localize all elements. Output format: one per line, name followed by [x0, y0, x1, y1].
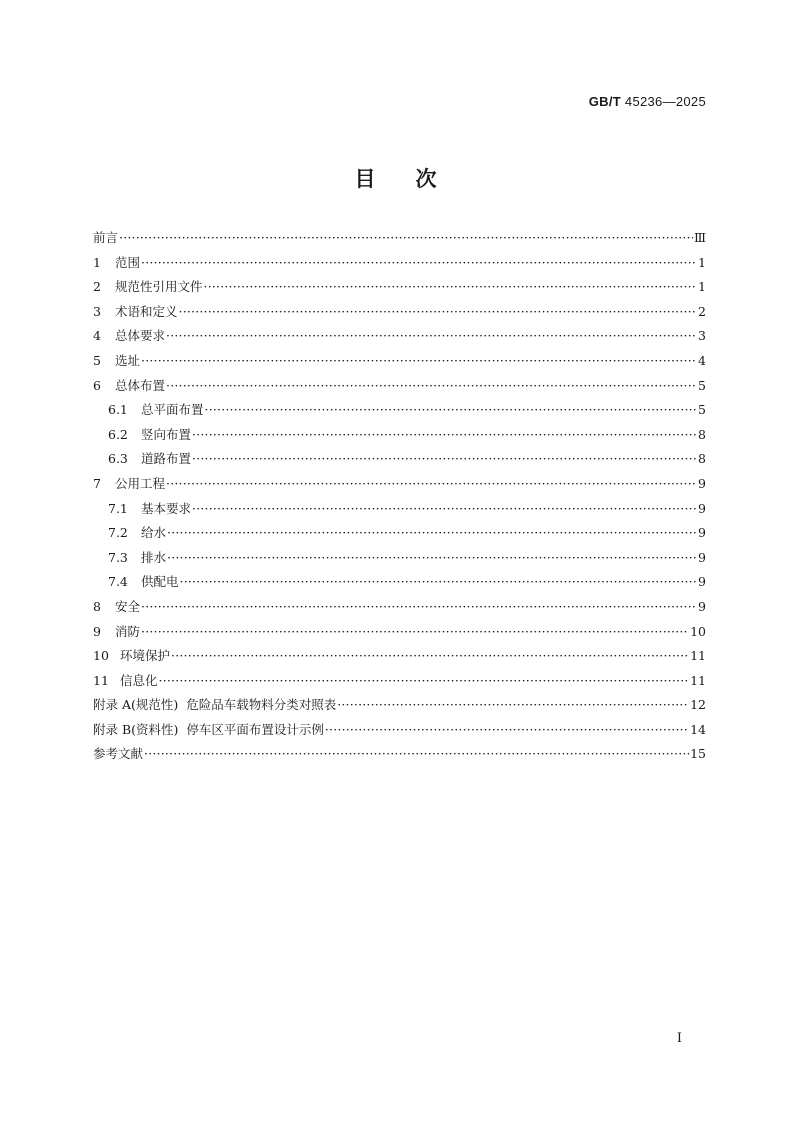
- toc-entry-title: 总平面布置: [141, 402, 204, 418]
- toc-entry[interactable]: [93, 742, 706, 767]
- toc-entry-number: 6: [93, 377, 101, 393]
- toc-entry-title: 安全: [115, 598, 141, 614]
- toc-entry[interactable]: [93, 324, 706, 349]
- toc-entry-number: 7.3: [108, 549, 128, 565]
- toc-entry-number: 4: [93, 328, 101, 344]
- toc-entry-number: 1: [93, 254, 101, 270]
- toc-entry-title: 附录 B(资料性) 停车区平面布置设计示例: [93, 721, 324, 737]
- toc-leader-dots: [192, 497, 697, 522]
- toc-leader-dots: [166, 472, 697, 497]
- toc-entry[interactable]: [93, 398, 706, 423]
- toc-entry-page: 9: [698, 500, 706, 516]
- toc-entry-title: 信息化: [120, 672, 158, 688]
- toc-entry-title: 规范性引用文件: [115, 279, 203, 295]
- toc-entry[interactable]: [93, 349, 706, 374]
- toc-entry[interactable]: [93, 447, 706, 472]
- toc-entry-page: 9: [698, 525, 706, 541]
- toc-leader-dots: [141, 595, 697, 620]
- toc-entry-number: 7: [93, 475, 101, 491]
- toc-entry-label: [108, 570, 179, 595]
- toc-entry-title: 供配电: [141, 574, 179, 590]
- toc-entry[interactable]: [93, 226, 706, 251]
- toc-entry-number: 8: [93, 598, 101, 614]
- toc-leader-dots: [337, 693, 689, 718]
- toc-leader-dots: [171, 644, 689, 669]
- toc-entry-label: [93, 620, 140, 645]
- toc-entry[interactable]: [93, 472, 706, 497]
- toc-leader-dots: [192, 423, 697, 448]
- toc-entry-page: 10: [690, 623, 706, 639]
- toc-leader-dots: [166, 324, 697, 349]
- toc-entry-page: 4: [698, 352, 706, 368]
- toc-entry-page: 11: [690, 672, 706, 688]
- toc-leader-dots: [144, 742, 689, 767]
- toc-entry-number: 7.2: [108, 525, 128, 541]
- toc-entry-label: [93, 595, 140, 620]
- toc-entry-label: [93, 374, 165, 399]
- toc-entry-page: 1: [698, 254, 706, 270]
- toc-entry-number: 2: [93, 279, 101, 295]
- toc-entry[interactable]: [93, 595, 706, 620]
- toc-entry-number: 6.2: [108, 426, 128, 442]
- toc-entry[interactable]: [93, 497, 706, 522]
- toc-entry[interactable]: [93, 251, 706, 276]
- toc-entry-page: 9: [698, 574, 706, 590]
- toc-leader-dots: [205, 398, 698, 423]
- toc-entry-page: 5: [698, 377, 706, 393]
- toc-entry-page: 9: [698, 475, 706, 491]
- toc-entry[interactable]: [93, 718, 706, 743]
- toc-entry[interactable]: [93, 669, 706, 694]
- toc-entry-title: 环境保护: [120, 648, 171, 664]
- toc-leader-dots: [192, 447, 697, 472]
- toc-entry-page: 9: [698, 598, 706, 614]
- toc-leader-dots: [179, 300, 698, 325]
- toc-entry-page: Ⅲ: [693, 230, 706, 245]
- toc-entry-title: 参考文献: [93, 746, 144, 762]
- toc-entry-number: 9: [93, 623, 101, 639]
- title-char-1: 目: [354, 167, 378, 191]
- toc-leader-dots: [119, 226, 693, 251]
- toc-entry-title: 范围: [115, 254, 141, 270]
- toc-entry-title: 排水: [141, 549, 167, 565]
- toc-entry-page: 14: [690, 721, 706, 737]
- toc-entry-title: 消防: [115, 623, 141, 639]
- toc-leader-dots: [141, 349, 697, 374]
- toc-leader-dots: [167, 521, 697, 546]
- toc-entry[interactable]: [93, 644, 706, 669]
- toc-entry-title: 总体布置: [115, 377, 166, 393]
- toc-entry-page: 2: [698, 303, 706, 319]
- toc-entry-label: [93, 472, 165, 497]
- toc-entry-label: [93, 349, 140, 374]
- toc-entry-title: 总体要求: [115, 328, 166, 344]
- toc-leader-dots: [141, 251, 697, 276]
- toc-entry[interactable]: [93, 693, 706, 718]
- toc-entry-number: 11: [93, 672, 109, 688]
- toc-entry-label: [93, 226, 118, 251]
- toc-entry-label: [93, 742, 143, 767]
- toc-entry[interactable]: [93, 521, 706, 546]
- toc-entry-number: 7.1: [108, 500, 128, 516]
- toc-entry[interactable]: [93, 275, 706, 300]
- toc-entry[interactable]: [93, 546, 706, 571]
- toc-entry[interactable]: [93, 423, 706, 448]
- toc-entry[interactable]: [93, 620, 706, 645]
- toc-entry-page: 11: [690, 648, 706, 664]
- toc-entry-title: 道路布置: [141, 451, 192, 467]
- toc-entry-label: [108, 546, 166, 571]
- standard-number: [589, 94, 706, 109]
- toc-entry-label: [108, 447, 191, 472]
- toc-leader-dots: [204, 275, 698, 300]
- toc-entry-page: 1: [698, 279, 706, 295]
- toc-entry-number: 5: [93, 352, 101, 368]
- toc-entry[interactable]: [93, 300, 706, 325]
- title-char-2: 次: [415, 167, 439, 191]
- toc-leader-dots: [141, 620, 689, 645]
- toc-entry-title: 附录 A(规范性) 危险品车载物料分类对照表: [93, 697, 337, 713]
- toc-entry-label: [93, 300, 178, 325]
- toc-entry[interactable]: [93, 374, 706, 399]
- toc-entry[interactable]: [93, 570, 706, 595]
- toc-entry-label: [93, 275, 203, 300]
- toc-entry-page: 8: [698, 426, 706, 442]
- toc-entry-page: 9: [698, 549, 706, 565]
- toc-entry-label: [93, 251, 140, 276]
- toc-entry-number: 7.4: [108, 574, 128, 590]
- toc-entry-label: [108, 398, 204, 423]
- toc-entry-title: 术语和定义: [115, 303, 178, 319]
- toc-leader-dots: [167, 546, 697, 571]
- table-of-contents: [93, 226, 706, 767]
- toc-entry-label: [108, 423, 191, 448]
- toc-leader-dots: [166, 374, 697, 399]
- toc-entry-page: 5: [698, 402, 706, 418]
- toc-entry-title: 公用工程: [115, 475, 166, 491]
- toc-entry-label: [93, 644, 170, 669]
- toc-leader-dots: [159, 669, 690, 694]
- toc-entry-label: [108, 521, 166, 546]
- toc-entry-number: 10: [93, 648, 109, 664]
- toc-entry-page: 8: [698, 451, 706, 467]
- toc-entry-title: 给水: [141, 525, 167, 541]
- toc-entry-title: 竖向布置: [141, 426, 192, 442]
- toc-leader-dots: [325, 718, 689, 743]
- toc-entry-number: 6.3: [108, 451, 128, 467]
- toc-leader-dots: [180, 570, 698, 595]
- standard-code: 45236—2025: [624, 94, 706, 109]
- page-number: I: [676, 1031, 682, 1046]
- toc-entry-page: 3: [698, 328, 706, 344]
- toc-entry-label: [108, 497, 191, 522]
- standard-prefix: GB/T: [588, 94, 621, 109]
- toc-entry-title: 选址: [115, 352, 141, 368]
- toc-entry-page: 15: [690, 746, 706, 762]
- page-title: [0, 163, 793, 193]
- toc-entry-title: 前言: [93, 230, 119, 245]
- toc-entry-label: [93, 718, 324, 743]
- toc-entry-number: 6.1: [108, 402, 128, 418]
- toc-entry-label: [93, 693, 336, 718]
- toc-entry-label: [93, 669, 158, 694]
- toc-entry-label: [93, 324, 165, 349]
- toc-entry-page: 12: [690, 697, 706, 713]
- toc-entry-number: 3: [93, 303, 101, 319]
- toc-entry-title: 基本要求: [141, 500, 192, 516]
